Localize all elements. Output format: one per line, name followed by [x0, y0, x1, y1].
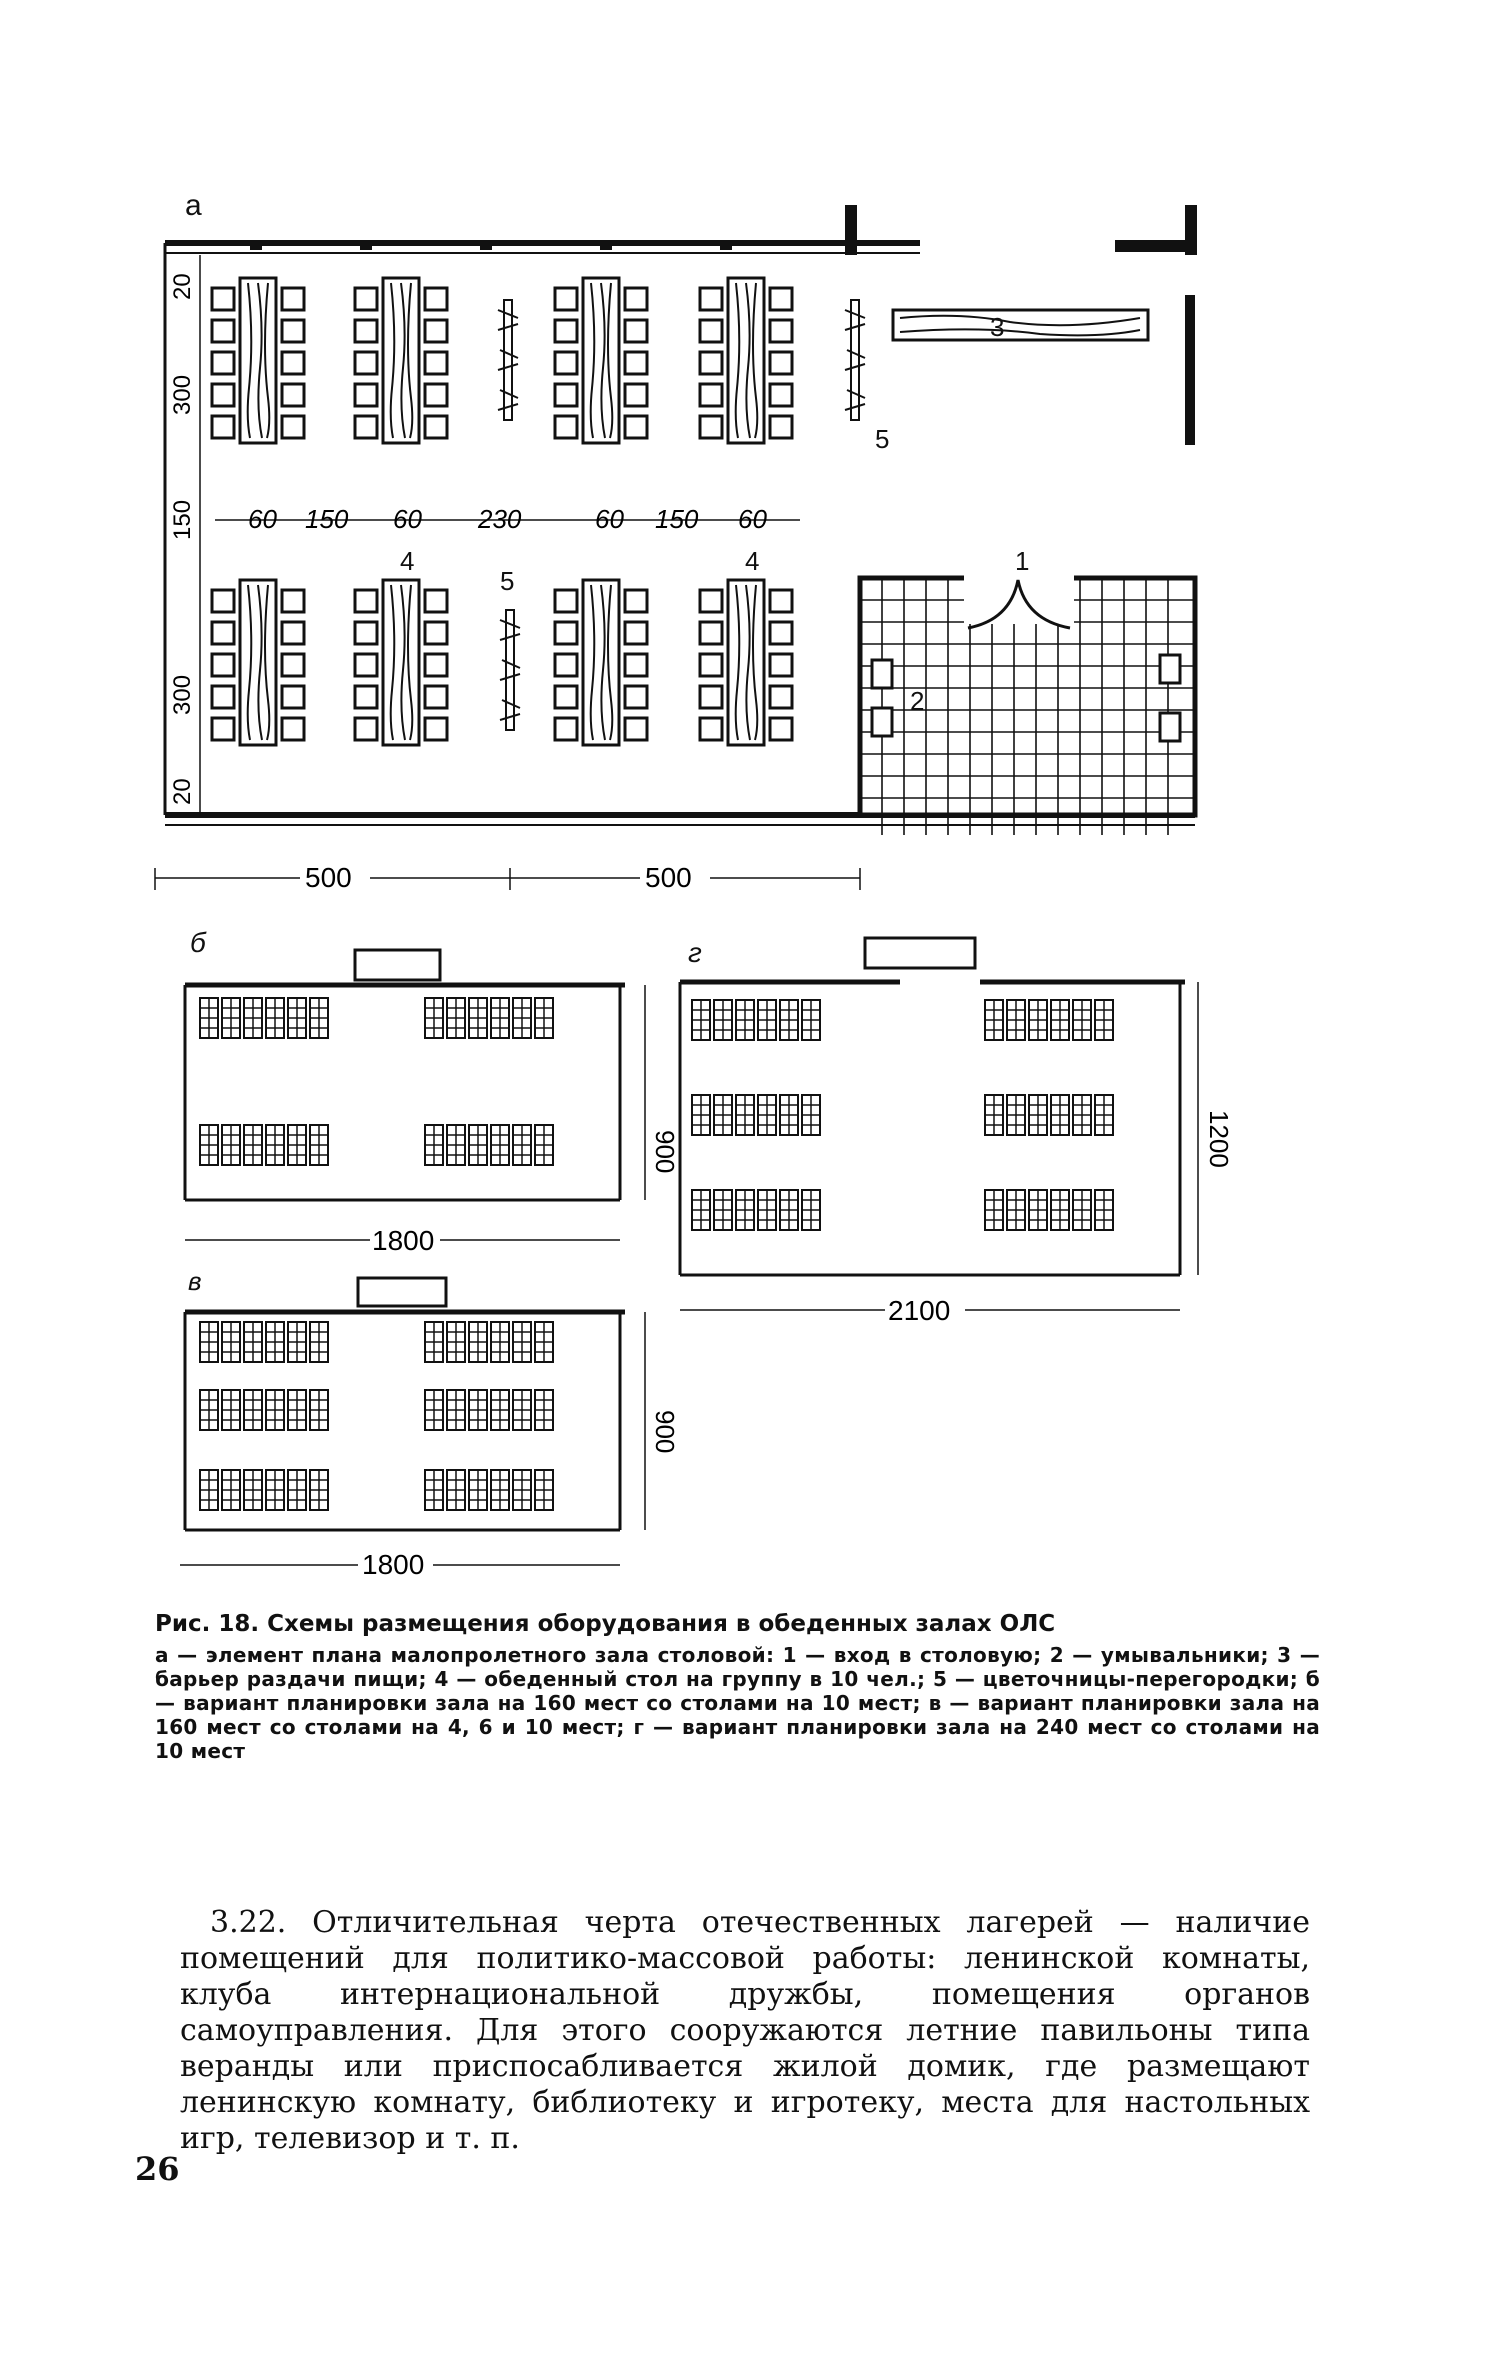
plan-a-total-dims	[155, 862, 860, 893]
plan-v	[180, 1278, 680, 1580]
plan-a-bottom-tables	[212, 580, 792, 745]
body-paragraph: 3.22. Отличительная черта отечественных лагерей — наличие помещений для политико-массовой работы: ленинской комнаты, клуба интернациональной дружбы, помещения органов самоуправления. Для этого сооружаются летние павильоны типа веранды или приспосабливается жилой домик, где размещают ленинскую комнату, библиотеку и игротеку, места для настольных игр, телевизор и т. п.	[180, 1905, 1310, 2156]
dim-60: 60	[393, 504, 422, 534]
dim-150: 150	[169, 499, 196, 540]
panel-label-g: г	[688, 937, 702, 968]
dim-230: 230	[478, 504, 522, 534]
caption-body: а — элемент плана малопролетного зала столовой: 1 — вход в столовую; 2 — умывальники; 3 — барьер раздачи пищи; 4 — обеденный стол на группу в 10 чел.; 5 — цветочницы-перегородки; б — вариант планировки зала на 160 мест со столами на 10 мест; в — вариант планировки зала на 160 мест со столами на 4, 6 и 10 мест; г — вариант планировки зала на 240 мест со столами на 10 мест	[155, 1643, 1320, 1763]
figure-caption	[155, 1612, 1320, 1763]
serving-barrier	[893, 310, 1148, 340]
plan-v-height-dim: 900	[650, 1410, 680, 1454]
plan-g-width-dim: 2100	[888, 1295, 951, 1326]
plan-b-width-dim: 1800	[372, 1225, 435, 1256]
page-number: 26	[135, 2150, 180, 2188]
dim-60: 60	[738, 504, 767, 534]
callout-1: 1	[1015, 546, 1030, 576]
dim-20-bottom: 20	[169, 778, 196, 805]
plan-b	[185, 950, 680, 1256]
dim-500-right: 500	[645, 862, 692, 893]
dim-300-bottom: 300	[169, 674, 196, 715]
dim-60: 60	[248, 504, 277, 534]
plan-a-top-tables	[212, 278, 865, 443]
panel-label-v: в	[188, 1266, 202, 1296]
dim-500-left: 500	[305, 862, 352, 893]
dim-60: 60	[595, 504, 624, 534]
panel-label-a: а	[185, 189, 202, 222]
panel-label-b: б	[190, 927, 206, 958]
plan-b-height-dim: 900	[650, 1130, 680, 1174]
plan-a-vertical-dims	[169, 255, 200, 815]
dim-150-h: 150	[655, 504, 699, 534]
dim-20-top: 20	[169, 273, 196, 300]
callout-3: 3	[990, 312, 1005, 342]
plan-v-width-dim: 1800	[362, 1549, 425, 1580]
callout-4: 4	[400, 546, 415, 576]
callout-5: 5	[875, 424, 890, 454]
plan-g	[680, 938, 1234, 1326]
callout-2: 2	[910, 686, 925, 716]
caption-title: Рис. 18. Схемы размещения оборудования в обеденных залах ОЛС	[155, 1611, 1056, 1637]
callout-4: 4	[745, 546, 760, 576]
dim-300-top: 300	[169, 374, 196, 415]
dim-150-h: 150	[305, 504, 349, 534]
callout-5: 5	[500, 566, 515, 596]
plan-g-height-dim: 1200	[1204, 1110, 1234, 1168]
plan-a-horizontal-dims	[215, 504, 800, 534]
